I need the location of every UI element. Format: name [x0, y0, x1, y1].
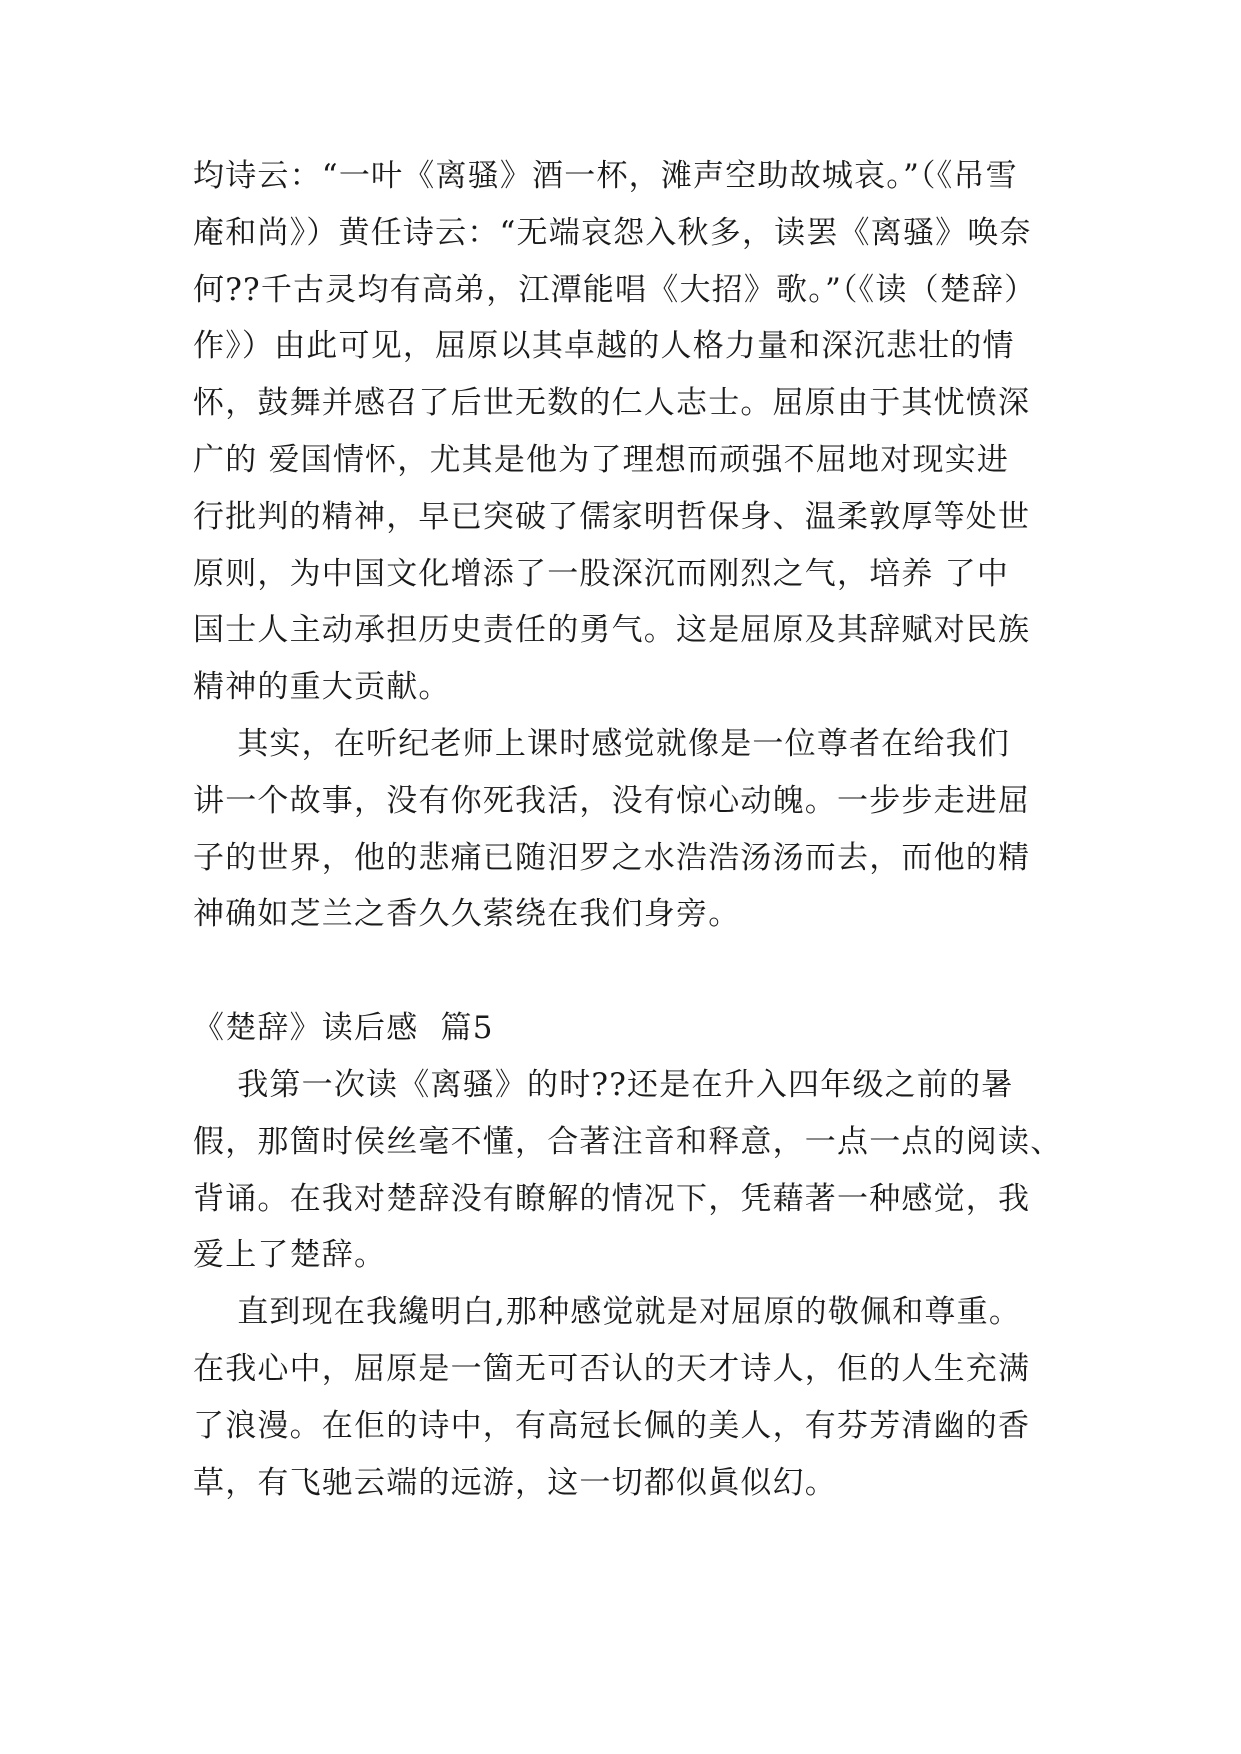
text-line: 原则，为中国文化增添了一股深沉而刚烈之气，培养 了中 [193, 555, 1010, 592]
section-heading: 《楚辞》读后感 篇5 [193, 1010, 494, 1047]
text-line: 我第一次读《离骚》的时??还是在升入四年级之前的暑 [193, 1066, 1014, 1103]
text-line: 背诵。在我对楚辞没有瞭解的情况下，凭藉著一种感觉，我 [193, 1180, 1031, 1217]
text-line: 何??千古灵均有高弟，江潭能唱《大招》歌。”（《读（楚辞） [193, 271, 1037, 308]
section-paragraphs-b [193, 1057, 1073, 1511]
text-line: 均诗云：“一叶《离骚》酒一杯，滩声空助故城哀。”（《吊雪 [193, 158, 1018, 194]
text-line: 作》）由此可见，屈原以其卓越的人格力量和深沉悲壮的情 [193, 328, 1015, 365]
text-line: 直到现在我纔明白,那种感觉就是对屈原的敬佩和尊重。 [193, 1294, 1022, 1331]
text-line: 国士人主动承担历史责任的勇气。这是屈原及其辞赋对民族 [193, 612, 1031, 649]
document-body [193, 148, 1073, 1511]
text-line: 怀，鼓舞并感召了后世无数的仁人志士。屈原由于其忧愤深 [193, 385, 1031, 422]
text-line: 子的世界，他的悲痛已随汨罗之水浩浩汤汤而去，而他的精 [193, 839, 1031, 876]
section-paragraphs-a [193, 148, 1073, 943]
text-line: 行批判的精神，早已突破了儒家明哲保身、温柔敦厚等处世 [193, 498, 1031, 535]
text-line: 在我心中，屈原是一箇无可否认的天才诗人，佢的人生充满 [193, 1350, 1031, 1387]
text-line: 庵和尚》）黄任诗云：“无端哀怨入秋多，读罢《离骚》唤奈 [193, 214, 1032, 251]
text-line: 广的 爱国情怀，尤其是他为了理想而顽强不屈地对现实进 [193, 441, 1010, 478]
text-line: 爱上了楚辞。 [193, 1237, 387, 1274]
text-line: 假，那箇时侯丝毫不懂，合著注音和释意，一点一点的阅读、 [193, 1123, 1063, 1160]
text-line: 神确如芝兰之香久久萦绕在我们身旁。 [193, 896, 741, 933]
text-line: 讲一个故事，没有你死我活，没有惊心动魄。一步步走进屈 [193, 782, 1031, 819]
text-line: 精神的重大贡献。 [193, 669, 451, 706]
text-line: 了浪漫。在佢的诗中，有高冠长佩的美人，有芬芳清幽的香 [193, 1407, 1031, 1444]
text-line: 草，有飞驰云端的远游，这一切都似眞似幻。 [193, 1464, 837, 1501]
text-line: 其实，在听纪老师上课时感觉就像是一位尊者在给我们 [193, 725, 1011, 762]
